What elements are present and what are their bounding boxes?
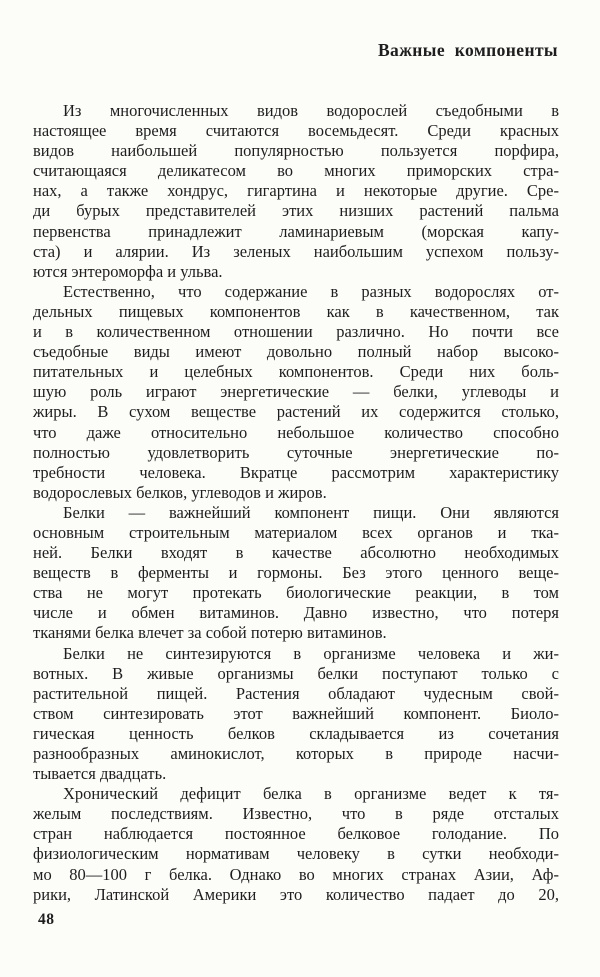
text-line: видов наибольшей популярностью пользуется порфира, [33,141,559,161]
text-line: ства не могут протекать биологические реакции, в том [33,583,559,603]
text-line: Из многочисленных видов водорослей съедобными в [63,101,559,120]
text-line: и в количественном отношении различно. Но почти все [33,322,559,342]
text-line: требности человека. Вкратце рассмотрим характеристику [33,462,559,482]
text-line: вотных. В живые организмы белки поступают только с [33,663,559,683]
text-line: настоящее время считаются восемьдесят. Среди красных [33,121,559,141]
text-line: Хронический дефицит белка в организме ведет к тя- [63,784,559,804]
paragraph [33,101,559,282]
text-line: шую роль играют энергетические — белки, углеводы и [33,382,559,402]
text-line: разнообразных аминокислот, которых в природе насчи- [33,744,559,763]
text-line: Белки — важнейший компонент пищи. Они являются [63,502,559,522]
paragraph [33,784,559,905]
text-line: нах, а также хондрус, гигартина и некоторые другие. Сре- [33,181,559,201]
text-line: жиры. В сухом веществе растений их содержится столько, [33,402,559,422]
running-header: Важные компоненты [377,40,558,60]
paragraph [33,644,559,785]
text-line: дельных пищевых компонентов как в качественном, так [33,301,559,321]
text-line: Естественно, что содержание в разных водорослях от- [63,281,559,301]
text-line: ются энтероморфа и ульва. [33,261,223,281]
text-line: считающаяся деликатесом во многих приморских стра- [33,161,559,181]
text-line: мо 80—100 г белка. Однако во многих странах Азии, Аф- [33,864,559,884]
text-line: водорослевых белков, углеводов и жиров. [33,482,327,502]
text-line: ста) и алярии. Из зеленых наибольшим успехом пользу- [33,241,559,261]
text-block [33,101,559,905]
text-line: веществ в ферменты и гормоны. Без этого ценного веще- [33,563,559,583]
text-line: ней. Белки входят в качестве абсолютно необходимых [33,543,559,563]
paragraph [33,503,559,644]
text-line: питательных и целебных компонентов. Среди них боль- [33,362,559,382]
text-line: полностью удовлетворить суточные энергетические по- [33,442,559,462]
text-line: тканями белка влечет за собой потерю витаминов. [33,623,387,643]
text-line: что даже относительно небольшое количество способно [33,422,559,442]
text-line: гическая ценность белков складывается из сочетания [33,723,559,743]
text-line: желым последствиям. Известно, что в ряде отсталых [33,804,559,824]
text-line: растительной пищей. Растения обладают чудесным свой- [33,683,559,703]
paragraph [33,282,559,503]
text-line: физиологическим нормативам человеку в сутки необходи- [33,844,559,864]
text-line: ством синтезировать этот важнейший компонент. Биоло- [33,703,559,723]
text-line: основным строительным материалом всех органов и тка- [33,522,559,542]
text-line: числе и обмен витаминов. Давно известно, что потеря [33,603,559,623]
text-line: рики, Латинской Америки это количество падает до 20, [33,884,559,904]
text-line: Белки не синтезируются в организме человека и жи- [63,643,559,663]
text-line: ди бурых представителей этих низших растений пальма [33,201,559,221]
text-line: стран наблюдается постоянное белковое голодание. По [33,824,559,844]
text-line: съедобные виды имеют довольно полный набор высоко- [33,342,559,362]
text-line: тывается двадцать. [33,764,167,784]
text-line: первенства принадлежит ламинариевым (морская капу- [33,221,559,241]
page-number: 48 [38,911,55,928]
